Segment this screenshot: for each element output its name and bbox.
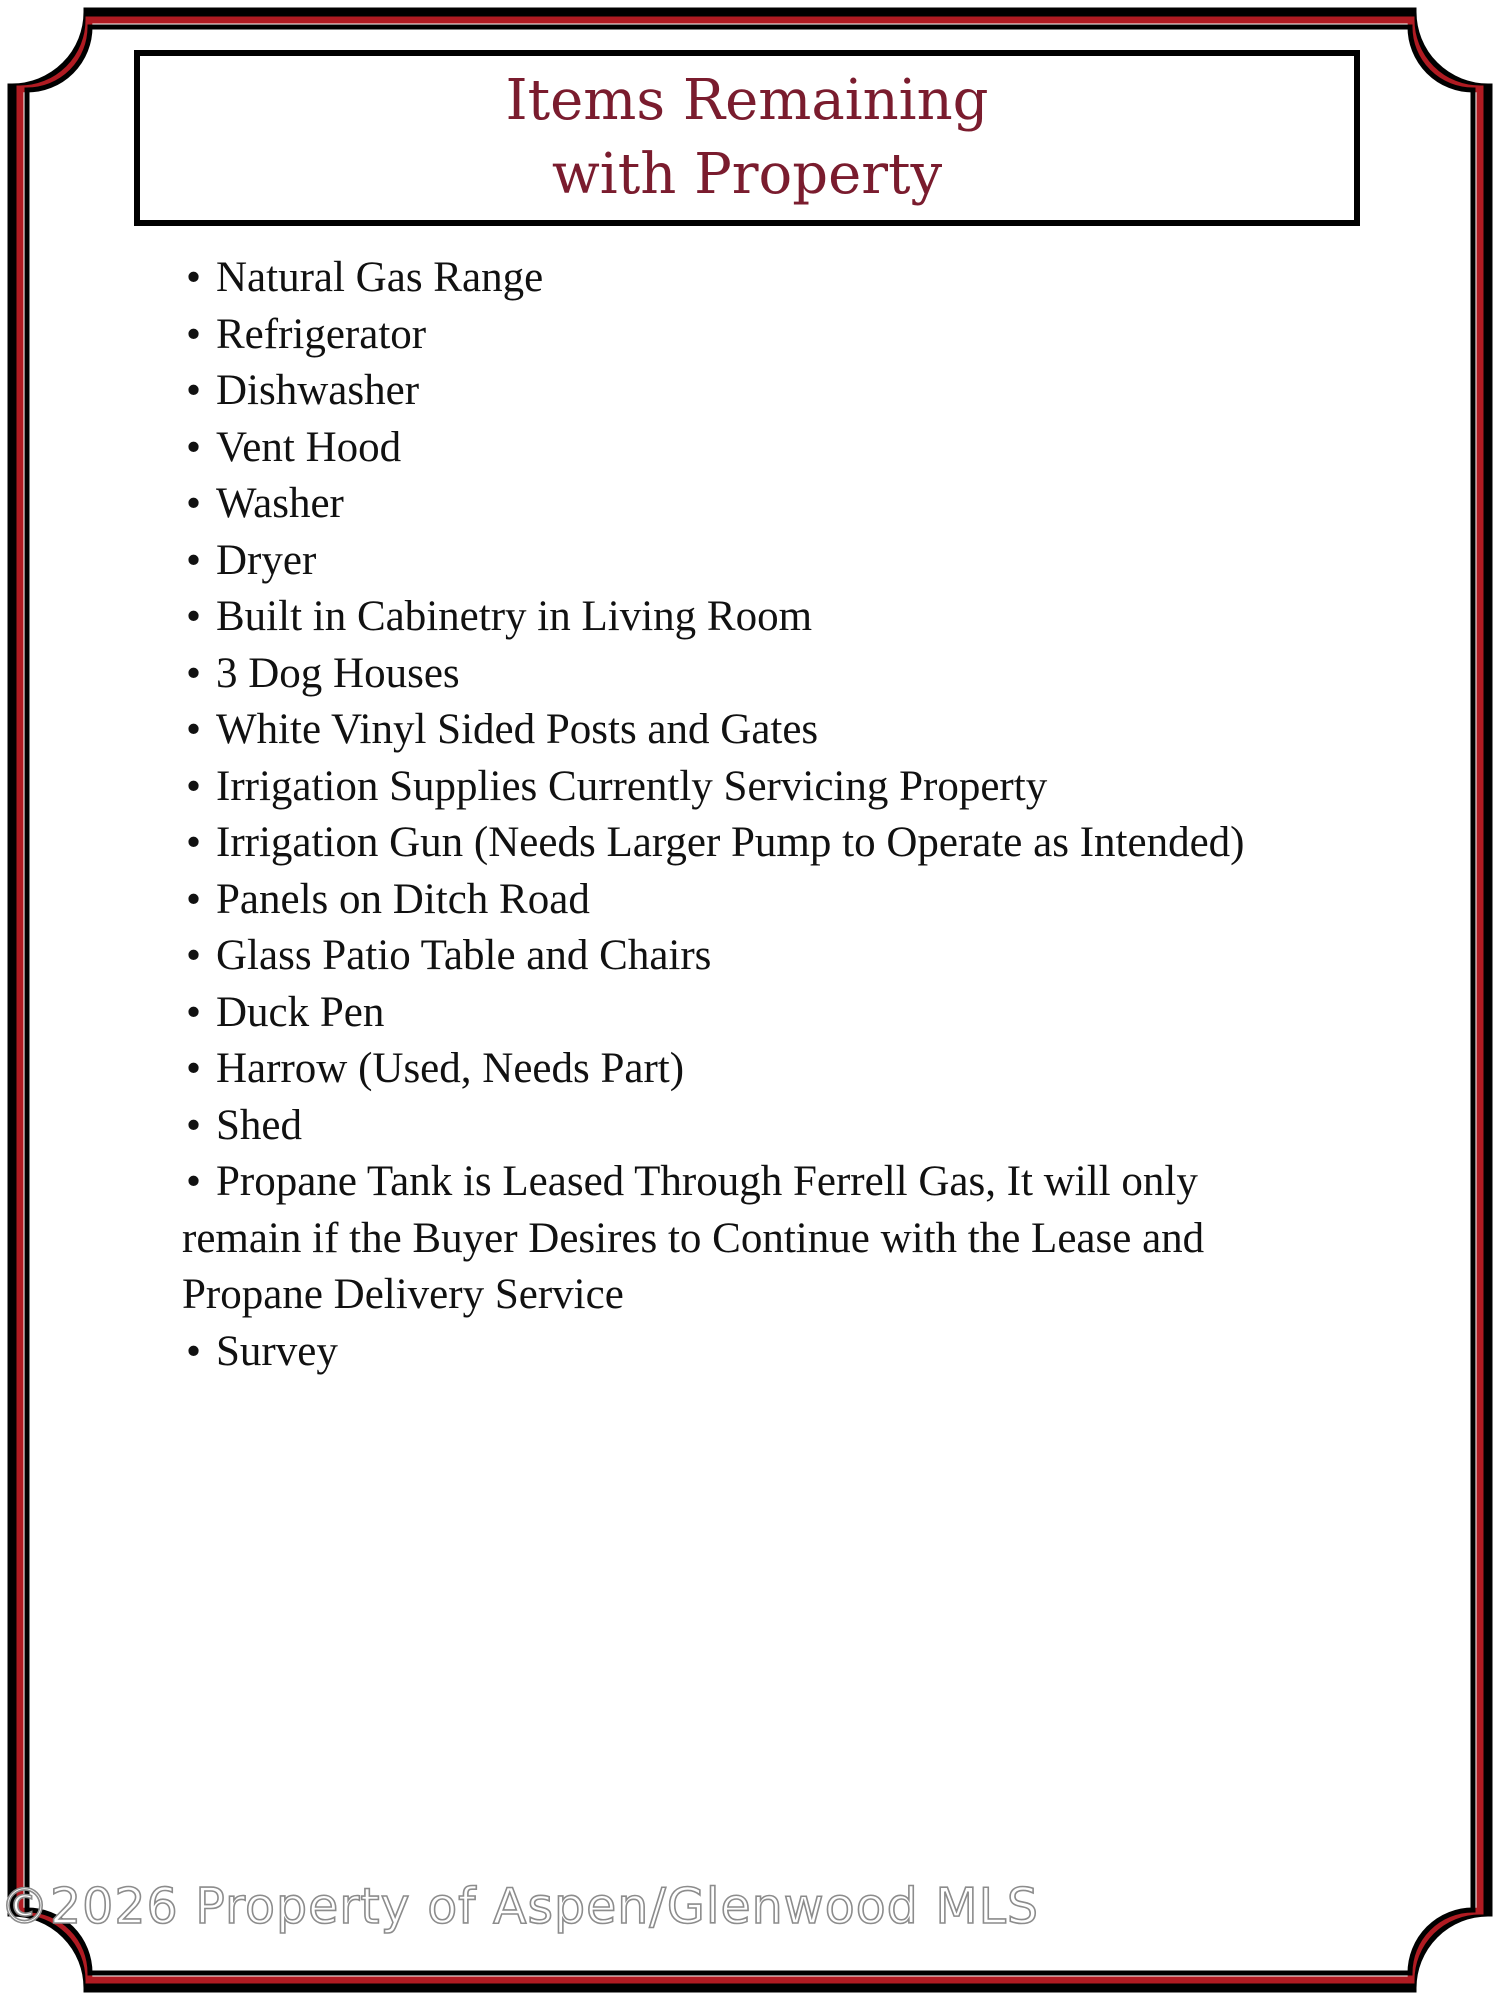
bullet-icon: • bbox=[186, 593, 202, 640]
list-item-label: Washer bbox=[216, 480, 344, 527]
list-item bbox=[182, 1041, 1352, 1098]
list-item-label: Irrigation Gun (Needs Larger Pump to Operate as Intended) bbox=[216, 819, 1245, 866]
items-list bbox=[182, 250, 1352, 1380]
list-item bbox=[182, 646, 1352, 703]
list-item-label: Irrigation Supplies Currently Servicing Property bbox=[216, 762, 1048, 810]
list-item bbox=[182, 759, 1352, 816]
list-item bbox=[182, 1154, 1292, 1324]
bullet-icon: • bbox=[186, 1101, 202, 1149]
list-item bbox=[182, 872, 1352, 929]
list-item-label: Dryer bbox=[216, 536, 317, 584]
list-item bbox=[182, 702, 1352, 759]
list-item bbox=[182, 589, 1352, 646]
list-item bbox=[182, 1098, 1352, 1155]
bullet-icon: • bbox=[186, 254, 202, 301]
list-item bbox=[182, 815, 1352, 872]
list-item bbox=[182, 533, 1352, 590]
bullet-icon: • bbox=[186, 762, 202, 810]
bullet-icon: • bbox=[186, 988, 202, 1036]
bullet-icon: • bbox=[186, 480, 202, 527]
bullet-icon: • bbox=[186, 367, 202, 414]
list-item-label: Dishwasher bbox=[216, 367, 420, 414]
bullet-icon: • bbox=[186, 932, 202, 979]
list-item-label: Refrigerator bbox=[216, 310, 427, 358]
list-item bbox=[182, 363, 1352, 420]
title-box bbox=[134, 50, 1360, 226]
list-item bbox=[182, 420, 1352, 477]
list-item-label: Panels on Ditch Road bbox=[216, 875, 590, 923]
list-item-label: Harrow (Used, Needs Part) bbox=[216, 1045, 685, 1092]
bullet-icon: • bbox=[186, 423, 202, 471]
list-item bbox=[182, 1324, 1352, 1381]
list-item-label: Glass Patio Table and Chairs bbox=[216, 932, 712, 979]
bullet-icon: • bbox=[186, 875, 202, 923]
list-item-label: Survey bbox=[216, 1327, 338, 1375]
list-item-label: Built in Cabinetry in Living Room bbox=[216, 593, 813, 640]
list-item bbox=[182, 307, 1352, 364]
bullet-icon: • bbox=[186, 819, 202, 866]
list-item bbox=[182, 928, 1352, 985]
list-item-label: Shed bbox=[216, 1101, 302, 1149]
list-item-label: Natural Gas Range bbox=[216, 254, 544, 301]
bullet-icon: • bbox=[186, 706, 202, 753]
list-item bbox=[182, 985, 1352, 1042]
list-item-label: White Vinyl Sided Posts and Gates bbox=[216, 706, 819, 753]
list-item bbox=[182, 250, 1352, 307]
list-item-label: Vent Hood bbox=[216, 423, 402, 471]
bullet-icon: • bbox=[186, 310, 202, 358]
title-line-2: with Property bbox=[551, 142, 943, 207]
list-item-label: Propane Tank is Leased Through Ferrell Gas, It will only remain if the Buyer Desires to Continue with the Lease and Propane Delivery Service bbox=[182, 1158, 1205, 1318]
list-item-label: Duck Pen bbox=[216, 988, 385, 1036]
title-line-1: Items Remaining bbox=[505, 68, 989, 133]
bullet-icon: • bbox=[186, 1045, 202, 1092]
bullet-icon: • bbox=[186, 1158, 202, 1205]
bullet-icon: • bbox=[186, 649, 202, 697]
watermark: ©2026 Property of Aspen/Glenwood MLS bbox=[0, 1878, 1040, 1935]
list-item bbox=[182, 476, 1352, 533]
bullet-icon: • bbox=[186, 536, 202, 584]
bullet-icon: • bbox=[186, 1327, 202, 1375]
list-item-label: 3 Dog Houses bbox=[216, 649, 460, 697]
